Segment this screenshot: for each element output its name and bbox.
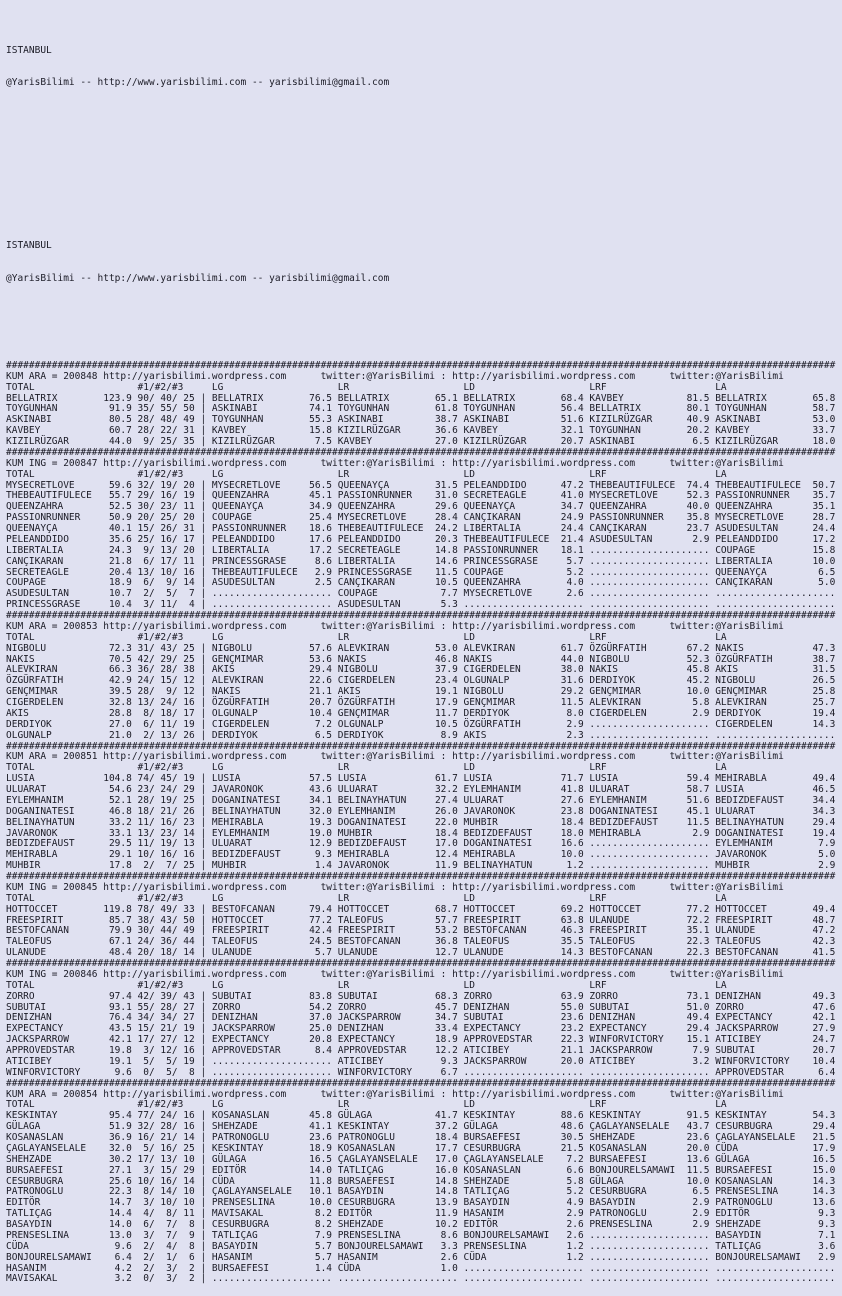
data-row: TATLIÇAG 14.4 4/ 8/ 11 | MAVISAKAL 8.2 EDITÖR 11.9 HASANIM 2.9 PATRONOGLU 2.9 EDITÖR 9.3	[6, 1208, 836, 1220]
data-row: PASSIONRUNNER 50.9 20/ 25/ 20 | COUPAGE 25.4 MYSECRETLOVE 28.4 CANÇIKARAN 24.9 PASSIONRUNNER 35.8 MYSECRETLOVE 28.7	[6, 512, 836, 524]
data-row: BELLATRIX 123.9 90/ 40/ 25 | BELLATRIX 76.5 BELLATRIX 65.1 BELLATRIX 68.4 KAVBEY 81.5 BELLATRIX 65.8	[6, 392, 836, 404]
column-header-line: TOTAL #1/#2/#3 LG LR LD LRF LA	[6, 1099, 727, 1111]
data-row: CESURBUGRA 25.6 10/ 16/ 14 | CÜDA 11.8 BURSAEFESI 14.8 SHEHZADE 5.8 GÜLAGA 10.0 KOSANASLAN 14.3	[6, 1175, 836, 1187]
data-row: TOYGUNHAN 91.9 35/ 55/ 50 | ASKINABI 74.1 TOYGUNHAN 61.8 TOYGUNHAN 56.4 BELLATRIX 80.1 TOYGUNHAN 58.7	[6, 403, 836, 415]
data-row: PATRONOGLU 22.3 8/ 14/ 10 | ÇAGLAYANSELALE 10.1 BASAYDIN 14.8 TATLIÇAG 5.2 CESURBUGRA 6.5 PRENSESLINA 14.3	[6, 1186, 836, 1198]
column-header-line: TOTAL #1/#2/#3 LG LR LD LRF LA	[6, 762, 727, 774]
data-row: ÇAGLAYANSELALE 32.0 5/ 16/ 25 | KESKINTAY 18.9 KOSANASLAN 17.7 CESURBUGRA 21.5 KOSANASLAN 20.0 CÜDA 17.9	[6, 1142, 836, 1154]
contact-line: @YarisBilimi -- http://www.yarisbilimi.com -- yarisbilimi@gmail.com	[6, 77, 390, 89]
data-row: HASANIM 4.2 2/ 3/ 2 | BURSAEFESI 1.4 CÜDA 1.0 ..................... ..................... .....................	[6, 1262, 836, 1274]
data-row: EDITÖR 14.7 3/ 10/ 10 | PRENSESLINA 10.0 CESURBUGRA 13.9 BASAYDIN 4.9 BASAYDIN 2.9 PATRONOGLU 13.6	[6, 1197, 836, 1209]
stats-block	[6, 448, 842, 611]
column-header-line: TOTAL #1/#2/#3 LG LR LD LRF LA	[6, 631, 727, 643]
data-row: CANÇIKARAN 21.8 6/ 17/ 11 | PRINCESSGRASE 8.6 LIBERTALIA 14.6 PRINCESSGRASE 5.7 ..................... LIBERTALIA 10.0	[6, 555, 836, 567]
data-row: KOSANASLAN 36.9 16/ 21/ 14 | PATRONOGLU 23.6 PATRONOGLU 18.4 BURSAEFESI 30.5 SHEHZADE 23.6 ÇAGLAYANSELALE 21.5	[6, 1132, 836, 1143]
data-row: QUEENAYÇA 40.1 15/ 26/ 31 | PASSIONRUNNER 18.6 THEBEAUTIFULECE 24.2 LIBERTALIA 24.4 CANÇIKARAN 23.7 ASUDESULTAN 24.4	[6, 523, 836, 534]
data-row: JACKSPARROW 42.1 17/ 27/ 12 | EXPECTANCY 20.8 EXPECTANCY 18.9 APPROVEDSTAR 22.3 WINFORVICTORY 15.1 ATICIBEY 24.7	[6, 1034, 836, 1046]
data-row: ASKINABI 80.5 28/ 48/ 49 | TOYGUNHAN 55.3 ASKINABI 38.7 ASKINABI 51.6 KIZILRÜZGAR 40.9 ASKINABI 53.0	[6, 414, 836, 426]
location-line: ISTANBUL	[6, 44, 52, 56]
data-row: KESKINTAY 95.4 77/ 24/ 16 | KOSANASLAN 45.8 GÜLAGA 41.7 KESKINTAY 88.6 KESKINTAY 91.5 KESKINTAY 54.3	[6, 1110, 836, 1122]
stats-block	[6, 872, 842, 959]
data-row: BONJOURELSAMAWI 6.4 2/ 1/ 6 | HASANIM 5.7 HASANIM 2.6 CÜDA 1.2 ..................... BONJOURELSAMAWI 2.9	[6, 1251, 836, 1263]
data-row: ULUARAT 54.6 23/ 24/ 29 | JAVARONOK 43.6 ULUARAT 32.2 EYLEMHANIM 41.8 ULUARAT 58.7 LUSIA 46.5	[6, 784, 836, 795]
data-row: APPROVEDSTAR 19.8 3/ 12/ 16 | APPROVEDSTAR 8.4 APPROVEDSTAR 12.2 ATICIBEY 21.1 JACKSPARROW 7.9 SUBUTAI 20.7	[6, 1045, 836, 1056]
data-row: BURSAEFESI 27.1 3/ 15/ 29 | EDITÖR 14.0 TATLIÇAG 16.0 KOSANASLAN 6.6 BONJOURELSAMAWI 11.5 BURSAEFESI 15.0	[6, 1164, 836, 1176]
block-title-line: KUM ARA = 200848 http://yarisbilimi.wordpress.com twitter:@YarisBilimi : http://yarisbilimi.wordpress.com twitter:@YarisBilimi	[6, 370, 784, 382]
data-row: OLGUNALP 21.0 2/ 13/ 26 | DERDIYOK 6.5 DERDIYOK 8.9 AKIS 2.3 ..................... .....................	[6, 729, 836, 741]
hash-separator: #################################################################################################################################################	[6, 359, 836, 371]
data-row: DERDIYOK 27.0 6/ 11/ 19 | CIGERDELEN 7.2 OLGUNALP 10.5 ÖZGÜRFATIH 2.9 ..................... CIGERDELEN 14.3	[6, 718, 836, 730]
hash-separator: #################################################################################################################################################	[6, 1077, 836, 1089]
hash-separator: #################################################################################################################################################	[6, 610, 836, 621]
column-header-line: TOTAL #1/#2/#3 LG LR LD LRF LA	[6, 979, 727, 991]
data-row: PRENSESLINA 13.0 3/ 7/ 9 | TATLIÇAG 7.9 PRENSESLINA 8.6 BONJOURELSAMAWI 2.6 ..................... BASAYDIN 7.1	[6, 1229, 836, 1241]
blank-line	[6, 143, 842, 154]
data-row: LUSIA 104.8 74/ 45/ 19 | LUSIA 57.5 LUSIA 61.7 LUSIA 71.7 LUSIA 59.4 MEHIRABLA 49.4	[6, 773, 836, 785]
data-row: QUEENZAHRA 52.5 30/ 23/ 11 | QUEENAYÇA 34.9 QUEENZAHRA 29.6 QUEENAYÇA 34.7 QUEENZAHRA 40.0 QUEENZAHRA 35.1	[6, 501, 836, 513]
stats-block	[6, 1079, 842, 1286]
data-row: GÜLAGA 51.9 32/ 28/ 16 | SHEHZADE 41.1 KESKINTAY 37.2 GÜLAGA 48.6 ÇAGLAYANSELALE 43.7 CESURBUGRA 29.4	[6, 1121, 836, 1133]
column-header-line: TOTAL #1/#2/#3 LG LR LD LRF LA	[6, 468, 727, 480]
data-row: KIZILRÜZGAR 44.0 9/ 25/ 35 | KIZILRÜZGAR 7.5 KAVBEY 27.0 KIZILRÜZGAR 20.7 ASKINABI 6.5 KIZILRÜZGAR 18.0	[6, 436, 836, 447]
data-row: SUBUTAI 93.1 55/ 28/ 27 | ZORRO 54.2 ZORRO 45.7 DENIZHAN 55.0 SUBUTAI 51.0 ZORRO 47.6	[6, 1001, 836, 1013]
block-title-line: KUM ING = 200847 http://yarisbilimi.wordpress.com twitter:@YarisBilimi : http://yarisbilimi.wordpress.com twitter:@YarisBilimi	[6, 457, 784, 469]
blank-line	[6, 209, 842, 220]
data-row: MAVISAKAL 3.2 0/ 3/ 2 | ..................... ..................... ..................... ..................... .....................	[6, 1273, 836, 1285]
block-title-line: KUM ING = 200845 http://yarisbilimi.wordpress.com twitter:@YarisBilimi : http://yarisbilimi.wordpress.com twitter:@YarisBilimi	[6, 881, 784, 893]
stats-block	[6, 959, 842, 1079]
data-row: NIGBOLU 72.3 31/ 43/ 25 | NIGBOLU 57.6 ALEVKIRAN 53.0 ALEVKIRAN 61.7 ÖZGÜRFATIH 67.2 NAKIS 47.3	[6, 642, 836, 654]
data-row: CÜDA 9.6 2/ 4/ 8 | BASAYDIN 5.7 BONJOURELSAMAWI 3.3 PRENSESLINA 1.2 ..................... TATLIÇAG 3.6	[6, 1240, 836, 1252]
data-row: GENÇMIMAR 39.5 28/ 9/ 12 | NAKIS 21.1 AKIS 19.1 NIGBOLU 29.2 GENÇMIMAR 10.0 GENÇMIMAR 25.8	[6, 686, 836, 698]
data-row: THEBEAUTIFULECE 55.7 29/ 16/ 19 | QUEENZAHRA 45.1 PASSIONRUNNER 31.0 SECRETEAGLE 41.0 MYSECRETLOVE 52.3 PASSIONRUNNER 35.7	[6, 490, 836, 502]
data-row: DENIZHAN 76.4 34/ 34/ 27 | DENIZHAN 37.0 JACKSPARROW 34.7 SUBUTAI 23.6 DENIZHAN 49.4 EXPECTANCY 42.1	[6, 1012, 836, 1024]
blank-line	[6, 176, 842, 187]
data-row: MEHIRABLA 29.1 10/ 16/ 16 | BEDIZDEFAUST 9.3 MEHIRABLA 12.4 MEHIRABLA 10.0 ..................... JAVARONOK 5.0	[6, 849, 836, 861]
data-row: CIGERDELEN 32.8 13/ 24/ 16 | ÖZGÜRFATIH 20.7 ÖZGÜRFATIH 17.9 GENÇMIMAR 11.5 ALEVKIRAN 5.8 ALEVKIRAN 25.7	[6, 697, 836, 708]
block-title-line: KUM ARA = 200853 http://yarisbilimi.wordpress.com twitter:@YarisBilimi : http://yarisbilimi.wordpress.com twitter:@YarisBilimi	[6, 620, 784, 632]
data-row: ULANUDE 48.4 20/ 18/ 14 | ULANUDE 5.7 ULANUDE 12.7 ULANUDE 14.3 BESTOFCANAN 22.3 BESTOFCANAN 41.5	[6, 947, 836, 959]
data-row: NAKIS 70.5 42/ 29/ 25 | GENÇMIMAR 53.6 NAKIS 46.8 NAKIS 44.0 NIGBOLU 52.3 ÖZGÜRFATIH 38.7	[6, 653, 836, 665]
data-row: FREESPIRIT 85.7 38/ 43/ 50 | HOTTOCCET 77.2 TALEOFUS 57.7 FREESPIRIT 63.8 ULANUDE 72.2 FREESPIRIT 48.7	[6, 914, 836, 926]
column-header-line: TOTAL #1/#2/#3 LG LR LD LRF LA	[6, 892, 727, 904]
hash-separator: #################################################################################################################################################	[6, 446, 836, 458]
data-row: JAVARONOK 33.1 13/ 23/ 14 | EYLEMHANIM 19.0 MUHBIR 18.4 BEDIZDEFAUST 18.0 MEHIRABLA 2.9 DOGANINATESI 19.4	[6, 827, 836, 839]
data-row: KAVBEY 60.7 28/ 22/ 31 | KAVBEY 15.8 KIZILRÜZGAR 36.6 KAVBEY 32.1 TOYGUNHAN 20.2 KAVBEY 33.7	[6, 425, 836, 437]
data-row: AKIS 28.8 8/ 18/ 17 | OLGUNALP 10.4 GENÇMIMAR 11.7 DERDIYOK 8.0 CIGERDELEN 2.9 DERDIYOK 19.4	[6, 707, 836, 719]
block-title-line: KUM ING = 200846 http://yarisbilimi.wordpress.com twitter:@YarisBilimi : http://yarisbilimi.wordpress.com twitter:@YarisBilimi	[6, 968, 784, 980]
data-row: COUPAGE 18.9 6/ 9/ 14 | ASUDESULTAN 2.5 CANÇIKARAN 10.5 QUEENZAHRA 4.0 ..................... CANÇIKARAN 5.0	[6, 577, 836, 589]
data-row: HOTTOCCET 119.8 78/ 49/ 33 | BESTOFCANAN 79.4 HOTTOCCET 68.7 HOTTOCCET 69.2 HOTTOCCET 77.2 HOTTOCCET 49.4	[6, 903, 836, 915]
data-row: ALEVKIRAN 66.3 36/ 28/ 38 | AKIS 29.4 NIGBOLU 37.9 CIGERDELEN 38.0 NAKIS 45.8 AKIS 31.5	[6, 664, 836, 676]
data-row: PRINCESSGRASE 10.4 3/ 11/ 4 | ..................... ASUDESULTAN 5.3 ..................... ..................... .....................	[6, 599, 836, 611]
stats-blocks	[6, 361, 842, 1285]
data-row: PELEANDDIDO 35.6 25/ 16/ 17 | PELEANDDIDO 17.6 PELEANDDIDO 20.3 THEBEAUTIFULECE 21.4 ASUDESULTAN 2.9 PELEANDDIDO 17.2	[6, 533, 836, 545]
data-row: BEDIZDEFAUST 29.5 11/ 19/ 13 | ULUARAT 12.9 BEDIZDEFAUST 17.0 DOGANINATESI 16.6 ..................... EYLEMHANIM 7.9	[6, 838, 836, 850]
location-line: ISTANBUL	[6, 240, 52, 252]
data-row: SHEHZADE 30.2 17/ 13/ 10 | GÜLAGA 16.5 ÇAGLAYANSELALE 17.0 ÇAGLAYANSELALE 7.2 BURSAEFESI 13.6 GÜLAGA 16.5	[6, 1153, 836, 1165]
data-row: ZORRO 97.4 42/ 39/ 43 | SUBUTAI 83.8 SUBUTAI 68.3 ZORRO 63.9 ZORRO 73.1 DENIZHAN 49.3	[6, 990, 836, 1002]
stats-block	[6, 361, 842, 448]
data-row: WINFORVICTORY 9.6 0/ 5/ 8 | ..................... WINFORVICTORY 6.7 ..................... ..................... APPROVEDSTAR 6.4	[6, 1066, 836, 1078]
data-row: TALEOFUS 67.1 24/ 36/ 44 | TALEOFUS 24.5 BESTOFCANAN 36.8 TALEOFUS 35.5 TALEOFUS 22.3 TALEOFUS 42.3	[6, 936, 836, 948]
data-row: ATICIBEY 19.1 5/ 5/ 19 | ..................... ATICIBEY 9.3 JACKSPARROW 20.0 ATICIBEY 3.2 WINFORVICTORY 10.4	[6, 1055, 836, 1067]
blank-line	[6, 307, 842, 318]
contact-line: @YarisBilimi -- http://www.yarisbilimi.com -- yarisbilimi@gmail.com	[6, 272, 390, 284]
hash-separator: #################################################################################################################################################	[6, 958, 836, 969]
data-row: MYSECRETLOVE 59.6 32/ 19/ 20 | MYSECRETLOVE 56.5 QUEENAYÇA 31.5 PELEANDDIDO 47.2 THEBEAUTIFULECE 74.4 THEBEAUTIFULECE 50.7	[6, 479, 836, 491]
data-row: LIBERTALIA 24.3 9/ 13/ 20 | LIBERTALIA 17.2 SECRETEAGLE 14.8 PASSIONRUNNER 18.1 ..................... COUPAGE 15.8	[6, 544, 836, 556]
data-row: ÖZGÜRFATIH 42.9 24/ 15/ 12 | ALEVKIRAN 22.6 CIGERDELEN 23.4 OLGUNALP 31.6 DERDIYOK 45.2 NIGBOLU 26.5	[6, 675, 836, 687]
data-row: SECRETEAGLE 20.4 13/ 10/ 16 | THEBEAUTIFULECE 2.9 PRINCESSGRASE 11.5 COUPAGE 5.2 ..................... QUEENAYÇA 6.5	[6, 566, 836, 578]
data-row: EYLEMHANIM 52.1 28/ 19/ 25 | DOGANINATESI 34.1 BELINAYHATUN 27.4 ULUARAT 27.6 EYLEMHANIM 51.6 BEDIZDEFAUST 34.4	[6, 794, 836, 806]
letterhead	[6, 24, 842, 339]
stats-block	[6, 742, 842, 873]
data-row: ASUDESULTAN 10.7 2/ 5/ 7 | ..................... COUPAGE 7.7 MYSECRETLOVE 2.6 ..................... .....................	[6, 588, 836, 600]
block-title-line: KUM ARA = 200854 http://yarisbilimi.wordpress.com twitter:@YarisBilimi : http://yarisbilimi.wordpress.com twitter:@YarisBilimi	[6, 1088, 784, 1100]
column-header-line: TOTAL #1/#2/#3 LG LR LD LRF LA	[6, 381, 727, 393]
data-row: BELINAYHATUN 33.2 11/ 16/ 23 | MEHIRABLA 19.3 DOGANINATESI 22.0 MUHBIR 18.4 BEDIZDEFAUST 11.5 BELINAYHATUN 29.4	[6, 816, 836, 828]
data-row: DOGANINATESI 46.8 18/ 21/ 26 | BELINAYHATUN 32.0 EYLEMHANIM 26.0 JAVARONOK 23.8 DOGANINATESI 45.1 ULUARAT 34.3	[6, 805, 836, 817]
data-row: EXPECTANCY 43.5 15/ 21/ 19 | JACKSPARROW 25.0 DENIZHAN 33.4 EXPECTANCY 23.2 EXPECTANCY 29.4 JACKSPARROW 27.9	[6, 1023, 836, 1035]
blank-line	[6, 111, 842, 122]
hash-separator: #################################################################################################################################################	[6, 871, 836, 882]
block-title-line: KUM ARA = 200851 http://yarisbilimi.wordpress.com twitter:@YarisBilimi : http://yarisbilimi.wordpress.com twitter:@YarisBilimi	[6, 751, 784, 763]
hash-separator: #################################################################################################################################################	[6, 740, 836, 752]
data-row: BASAYDIN 14.0 6/ 7/ 8 | CESURBUGRA 8.2 SHEHZADE 10.2 EDITÖR 2.6 PRENSESLINA 2.9 SHEHZADE 9.3	[6, 1219, 836, 1230]
data-row: BESTOFCANAN 79.9 30/ 44/ 49 | FREESPIRIT 42.4 FREESPIRIT 53.2 BESTOFCANAN 46.3 FREESPIRIT 35.1 ULANUDE 47.2	[6, 925, 836, 937]
data-row: MUHBIR 17.8 2/ 7/ 25 | MUHBIR 1.4 JAVARONOK 11.9 BELINAYHATUN 1.2 ..................... MUHBIR 2.9	[6, 860, 836, 872]
stats-block	[6, 611, 842, 742]
